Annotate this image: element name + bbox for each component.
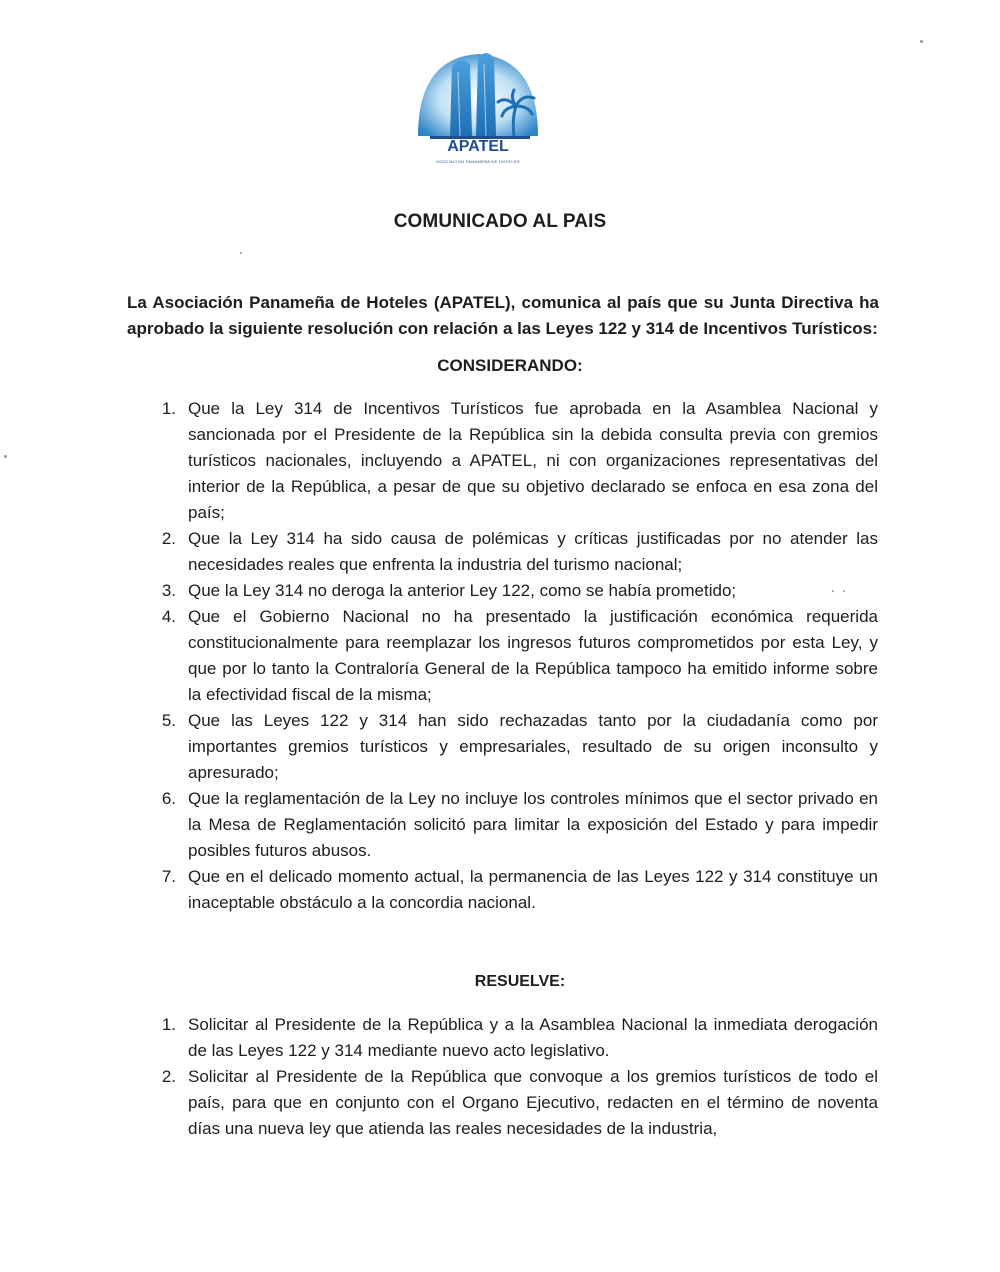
list-item: [148, 708, 878, 786]
scan-speck: [843, 590, 845, 592]
scan-speck: [4, 455, 7, 458]
item-number: 2.: [161, 1067, 176, 1086]
item-number: 1.: [161, 1015, 176, 1034]
list-item: [148, 578, 878, 604]
resuelve-heading: RESUELVE:: [474, 973, 566, 990]
considerando-heading: CONSIDERANDO:: [437, 356, 583, 375]
scan-speck: [832, 590, 834, 592]
list-item: [148, 526, 878, 578]
document-title: COMUNICADO AL PAIS: [393, 211, 607, 232]
item-number: 5.: [161, 711, 176, 730]
intro-paragraph: La Asociación Panameña de Hoteles (APATEL), comunica al país que su Junta Directiva ha aprobado la siguiente resolución con relación a las Leyes 122 y 314 de Incentivos Turísticos:: [127, 293, 879, 338]
item-text: Que la Ley 314 ha sido causa de polémicas y críticas justificadas por no atender las necesidades reales que enfrenta la industria del turismo nacional;: [188, 529, 878, 574]
item-number: 6.: [161, 789, 176, 808]
considerando-list: [148, 396, 878, 916]
list-item: [148, 1064, 878, 1142]
item-number: 4.: [161, 607, 176, 626]
scan-speck: [920, 40, 923, 43]
item-number: 3.: [161, 581, 176, 600]
list-item: [148, 1012, 878, 1064]
item-number: 2.: [161, 529, 176, 548]
item-text: Solicitar al Presidente de la República y a la Asamblea Nacional la inmediata derogación de las Leyes 122 y 314 mediante nuevo acto legislativo.: [188, 1015, 878, 1060]
item-number: 7.: [161, 867, 176, 886]
item-text: Que en el delicado momento actual, la permanencia de las Leyes 122 y 314 constituye un inaceptable obstáculo a la concordia nacional.: [188, 867, 878, 912]
resuelve-list: [148, 1012, 878, 1142]
item-text: Que la reglamentación de la Ley no incluye los controles mínimos que el sector privado en la Mesa de Reglamentación solicitó para limitar la exposición del Estado y para impedir posibles futuros abusos.: [188, 789, 878, 860]
logo-wordmark: APATEL: [447, 138, 509, 155]
logo-tagline: ASOCIACION PANAMEÑA DE HOTELES: [436, 159, 520, 164]
item-text: Que la Ley 314 de Incentivos Turísticos fue aprobada en la Asamblea Nacional y sancionada por el Presidente de la República sin la debida consulta previa con gremios turísticos nacionales, incluyendo a APATEL, ni con organizaciones representativas del interior de la República, a pesar de que su objetivo declarado se enfoca en esa zona del país;: [188, 399, 878, 522]
scan-speck: [240, 252, 242, 254]
list-item: [148, 604, 878, 708]
item-number: 1.: [161, 399, 176, 418]
item-text: Que la Ley 314 no deroga la anterior Ley 122, como se había prometido;: [188, 581, 737, 600]
item-text: Solicitar al Presidente de la República que convoque a los gremios turísticos de todo el país, para que en conjunto con el Organo Ejecutivo, redacten en el término de noventa días una nueva ley que atienda las reales necesidades de la industria,: [188, 1067, 878, 1138]
item-text: Que las Leyes 122 y 314 han sido rechazadas tanto por la ciudadanía como por importantes gremios turísticos y empresariales, resultado de su origen inconsulto y apresurado;: [188, 711, 878, 782]
list-item: [148, 864, 878, 916]
apatel-logo: [410, 36, 546, 171]
list-item: [148, 786, 878, 864]
item-text: Que el Gobierno Nacional no ha presentado la justificación económica requerida constitucionalmente para reemplazar los ingresos futuros comprometidos por esta Ley, y que por lo tanto la Contraloría General de la República tampoco ha emitido informe sobre la efectividad fiscal de la misma;: [188, 607, 878, 704]
list-item: [148, 396, 878, 526]
